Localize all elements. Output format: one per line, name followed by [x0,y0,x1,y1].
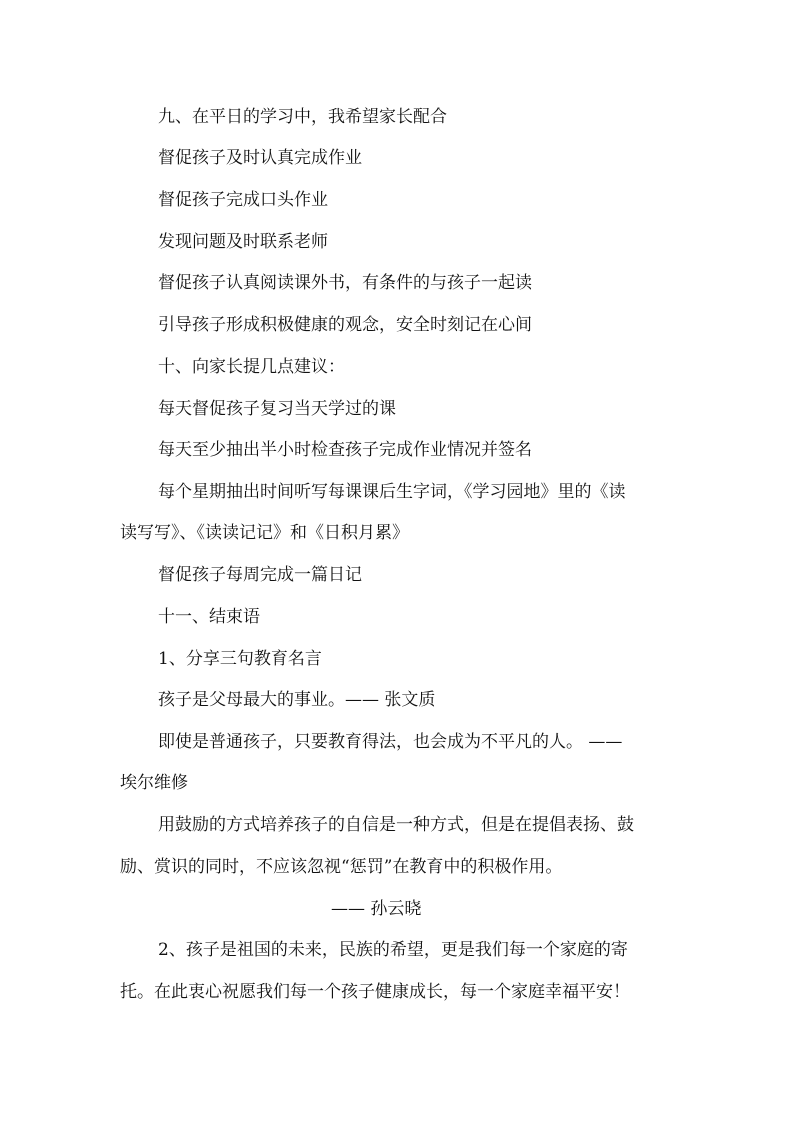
list-item: 督促孩子及时认真完成作业 [158,148,362,168]
section-ten-heading: 十、向家长提几点建议： [158,357,345,377]
quote-line: 孩子是父母最大的事业。—— 张文质 [158,690,436,710]
list-item-continuation: 读写写》、《读读记记》和《日积月累》 [120,523,409,543]
section-nine-heading: 九、在平日的学习中，我希望家长配合 [158,107,447,127]
closing-paragraph: 2、孩子是祖国的未来，民族的希望，更是我们每一个家庭的寄 [158,940,628,960]
list-item: 发现问题及时联系老师 [158,232,328,252]
list-item: 每天至少抽出半小时检查孩子完成作业情况并签名 [158,440,532,460]
list-item: 每个星期抽出时间听写每课课后生字词，《学习园地》里的《读 [158,482,626,502]
quote-line: 用鼓励的方式培养孩子的自信是一种方式，但是在提倡表扬、鼓 [158,815,634,835]
quote-line-continuation: 励、赏识的同时，不应该忽视“惩罚”在教育中的积极作用。 [120,857,563,877]
quote-attribution: 埃尔维修 [120,773,188,793]
quote-attribution: —— 孙云晓 [331,899,422,919]
quote-line: 即使是普通孩子，只要教育得法，也会成为不平凡的人。 —— [158,732,623,752]
list-item: 引导孩子形成积极健康的观念，安全时刻记在心间 [158,315,532,335]
section-eleven-heading: 十一、结束语 [158,607,260,627]
closing-paragraph-continuation: 托。在此衷心祝愿我们每一个孩子健康成长，每一个家庭幸福平安！ [120,982,630,1002]
list-item: 督促孩子认真阅读课外书，有条件的与孩子一起读 [158,273,532,293]
list-item: 每天督促孩子复习当天学过的课 [158,399,396,419]
subsection-heading: 1、分享三句教育名言 [158,649,322,669]
list-item: 督促孩子每周完成一篇日记 [158,565,362,585]
list-item: 督促孩子完成口头作业 [158,190,328,210]
